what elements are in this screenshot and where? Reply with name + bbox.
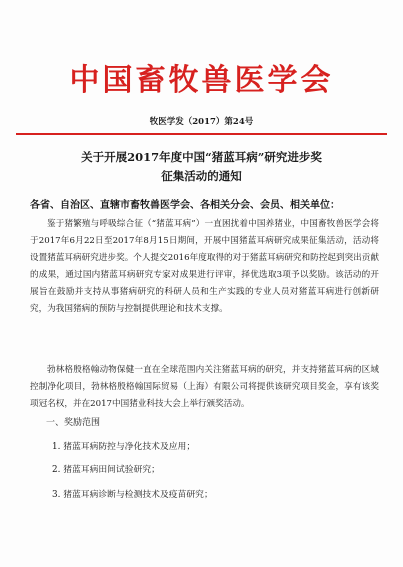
body-paragraph-2: 勃林格殷格翰动物保健一直在全球范围内关注猪蓝耳病的研究，并支持猪蓝耳病的区域控制净化项目，勃林格殷格翰国际贸易（上海）有限公司将提供该研究项目奖金，享有该奖项冠名权，并在2017中国猪业科技大会上举行颁奖活动。 (30, 365, 379, 409)
list-item: 1. 猪蓝耳病防控与净化技术及应用； (52, 442, 196, 452)
list-item: 2. 猪蓝耳病田间试验研究； (52, 465, 160, 475)
notice-title-line-1: 关于开展2017年度中国“猪蓝耳病”研究进步奖 (81, 150, 322, 164)
notice-title-line-2: 征集活动的通知 (161, 169, 242, 183)
header-divider-rule (16, 133, 387, 135)
salutation: 各省、自治区、直辖市畜牧兽医学会、各相关分会、会员、相关单位： (30, 200, 340, 211)
document-number: 牧医学发（2017）第24号 (149, 117, 254, 127)
organization-name-heading: 中国畜牧兽医学会 (69, 63, 334, 98)
body-paragraph-1: 鉴于猪繁殖与呼吸综合征（“猪蓝耳病”）一直困扰着中国养猪业，中国畜牧兽医学会将于2017年6月22日至2017年8月15日期间，开展中国猪蓝耳病研究成果征集活动，活动将设置猪蓝耳病研究进步奖。个人提交2016年度取得的对于猪蓝耳病研究和防控起到突出贡献的成果，通过国内猪蓝耳病研究专家对成果进行评审，择优选取3项予以奖励。该活动的开展旨在鼓励并支持从事猪病研究的科研人员和生产实践的专业人员对猪蓝耳病进行创新研究，为我国猪病的预防与控制提供理论和技术支撑。 (30, 219, 379, 314)
list-item: 3. 猪蓝耳病诊断与检测技术及疫苗研究； (52, 490, 213, 500)
section-heading-award-scope: 一、奖励范围 (46, 418, 101, 428)
notice-title (0, 148, 403, 186)
